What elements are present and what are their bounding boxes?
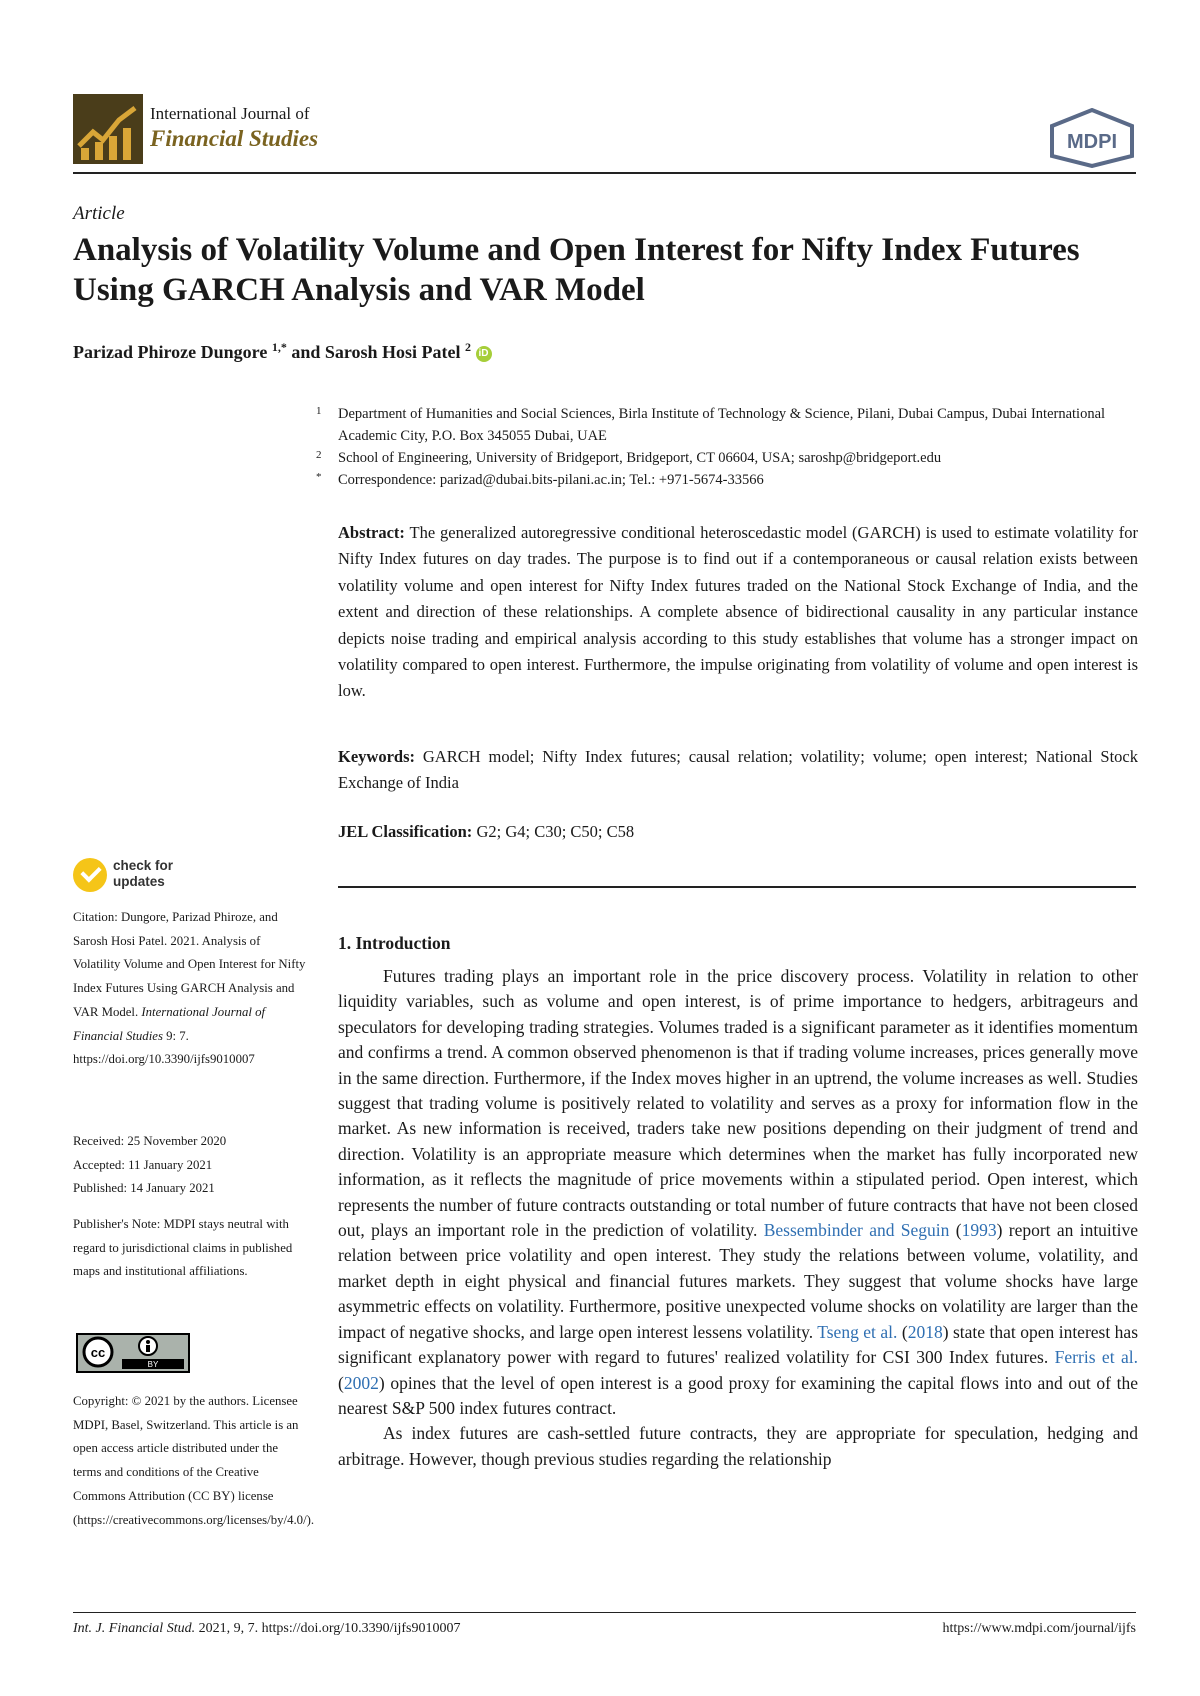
footer-journal: Int. J. Financial Stud. [73,1621,196,1636]
svg-text:MDPI: MDPI [1067,131,1117,153]
affiliation-number: 1 [316,405,322,417]
header-rule [73,172,1136,174]
check-label: check for [113,858,174,873]
article-type: Article [73,203,125,224]
citation-year-link[interactable]: 1993 [961,1220,997,1241]
citation-journal: International Journal of Financial Studies [73,1004,266,1043]
citation-label: Citation: [73,910,118,924]
abstract-label: Abstract: [338,523,405,542]
citation-text: Dungore, Parizad Phiroze, and Sarosh Hosi Patel. 2021. Analysis of Volatility Volume and Open Interest for Nifty Index Futures Using GARCH Analysis and VAR Model. [73,910,306,1019]
svg-text:cc: cc [90,1345,106,1360]
citation-year-link[interactable]: 2018 [907,1321,943,1342]
keywords-label: Keywords: [338,747,415,766]
affiliation-2 [316,447,1138,469]
check-for-updates-badge[interactable] [73,858,263,898]
updates-label: updates [113,874,165,889]
footer-citation [73,1621,460,1637]
author-name[interactable]: Sarosh Hosi Patel [324,342,461,362]
paper-title: Analysis of Volatility Volume and Open Interest for Nifty Index Futures Using GARCH Analysis and VAR Model [73,232,1080,308]
jel-label: JEL Classification: [338,822,473,841]
journal-logo [73,94,143,164]
citation-doi[interactable]: 9: 7. https://doi.org/10.3390/ijfs9010007 [73,1028,255,1067]
keywords [338,744,1138,797]
affiliation-text: School of Engineering, University of Bridgeport, Bridgeport, CT 06604, USA; saroshp@bridgeport.edu [338,450,942,466]
abstract [338,520,1138,705]
journal-name-line2: Financial Studies [150,126,319,151]
correspondence [316,469,1138,491]
affiliation-text: Correspondence: parizad@dubai.bits-pilani.ac.in; Tel.: +971-5674-33566 [338,472,764,488]
mdpi-logo [1048,108,1136,168]
affiliation-number: 2 [316,449,322,461]
section-heading: 1. Introduction [338,933,451,953]
copyright-block [73,1390,315,1532]
copyright-text: Copyright: © 2021 by the authors. Licensee MDPI, Basel, Switzerland. This article is an open access article distributed under the terms and conditions of the Creative Commons Attribution (CC BY) license (https://creativecommons.org/licenses/by/4.0/). [73,1394,315,1527]
received-date: Received: 25 November 2020 [73,1134,227,1148]
body-text [338,964,1138,1472]
citation-block [73,906,309,1072]
footer-rule [73,1612,1136,1613]
chart-growth-icon [73,94,143,164]
cc-by-license-badge[interactable] [76,1333,190,1373]
citation-link[interactable]: Bessembinder and Seguin [763,1220,950,1241]
journal-name-line1: International Journal of [150,104,310,123]
accepted-date: Accepted: 11 January 2021 [73,1157,213,1172]
footer-journal-url[interactable]: https://www.mdpi.com/journal/ijfs [942,1621,1136,1636]
jel-classification [338,819,1138,845]
author-name[interactable]: Parizad Phiroze Dungore [73,342,268,362]
publisher-note [73,1213,309,1284]
footer-doi[interactable]: 2021, 9, 7. https://doi.org/10.3390/ijfs9010007 [198,1621,461,1636]
affiliation-number: * [316,471,322,483]
abstract-text: The generalized autoregressive conditional heteroscedastic model (GARCH) is used to estimate volatility for Nifty Index futures on day trades. The purpose is to find out if a contemporaneous or causal relation exists between volatility volume and open interest for Nifty Index futures traded on the National Stock Exchange of India, and the extent and direction of these relationships. A complete absence of bidirectional causality in any particular instance depicts noise trading and empirical analysis according to this study establishes that volume has a stronger impact on volatility compared to open interest. Furthermore, the impulse originating from volatility of volume and open interest is low. [338,523,1138,701]
author-conjunction: and [291,342,321,362]
check-icon [73,858,107,892]
paragraph: As index futures are cash-settled future contracts, they are appropriate for speculation, hedging and arbitrage. However, though previous studies regarding the relationship [338,1423,1138,1469]
author-affil-marker: 1,* [271,340,287,354]
svg-text:BY: BY [147,1360,159,1369]
citation-link[interactable]: Tseng et al. [817,1321,898,1342]
published-date: Published: 14 January 2021 [73,1181,215,1196]
orcid-icon[interactable]: iD [476,346,492,362]
keywords-text: GARCH model; Nifty Index futures; causal relation; volatility; volume; open interest; National Stock Exchange of India [338,747,1138,793]
publisher-note-label: Publisher's Note: [73,1217,161,1231]
publisher-note-text: MDPI stays neutral with regard to jurisdictional claims in published maps and institutional affiliations. [73,1217,293,1279]
affiliation-text: Department of Humanities and Social Sciences, Birla Institute of Technology & Science, Pilani, Dubai Campus, Dubai International Academic City, P.O. Box 345055 Dubai, UAE [338,406,1106,444]
jel-text: G2; G4; C30; C50; C58 [476,822,635,841]
dates-block [73,1130,309,1201]
section-rule [338,886,1136,888]
paragraph: Futures trading plays an important role in the price discovery process. Volatility in relation to other liquidity variables, such as volume and open interest, is of prime importance to hedgers, arbitrageurs and speculators for developing trading strategies. Volumes traded is a significant parameter as it identifies momentum and confirms a trend. A common observed phenomenon is that if trading volume increases, prices generally move in the same direction. Furthermore, if the Index moves higher in an uptrend, the volume increases as well. Studies suggest that trading volume is positively related to volatility and serves as a proxy for information flow in the market. As new information is received, traders take new positions depending on their judgment of trend and direction. Volatility is an appropriate measure which determines when the market has fully incorporated new information, as it reflects the magnitude of price movements within a stipulated period. Open interest, which represents the number of future contracts outstanding or total number of future contracts that have not been closed out, plays an important role in the prediction of volatility. Bessembinder and Seguin (1993) report an intuitive relation between price volatility and open interest. They study the relations between volume, volatility, and market depth in eight physical and financial futures markets. They suggest that volume shocks have large asymmetric effects on volatility. Furthermore, positive unexpected volume shocks on volatility are larger than the impact of negative shocks, and large open interest lessens volatility. Tseng et al. (2018) state that open interest has significant explanatory power with regard to futures' realized volatility for CSI 300 Index futures. Ferris et al. (2002) opines that the level of open interest is a good proxy for examining the capital flows into and out of the nearest S&P 500 index futures contract. [338,966,1139,1418]
author-affil-marker: 2 [465,340,472,354]
citation-year-link[interactable]: 2002 [343,1372,379,1393]
affiliation-1 [316,403,1138,447]
citation-link[interactable]: Ferris et al. [1054,1347,1138,1368]
author-list [73,340,492,363]
